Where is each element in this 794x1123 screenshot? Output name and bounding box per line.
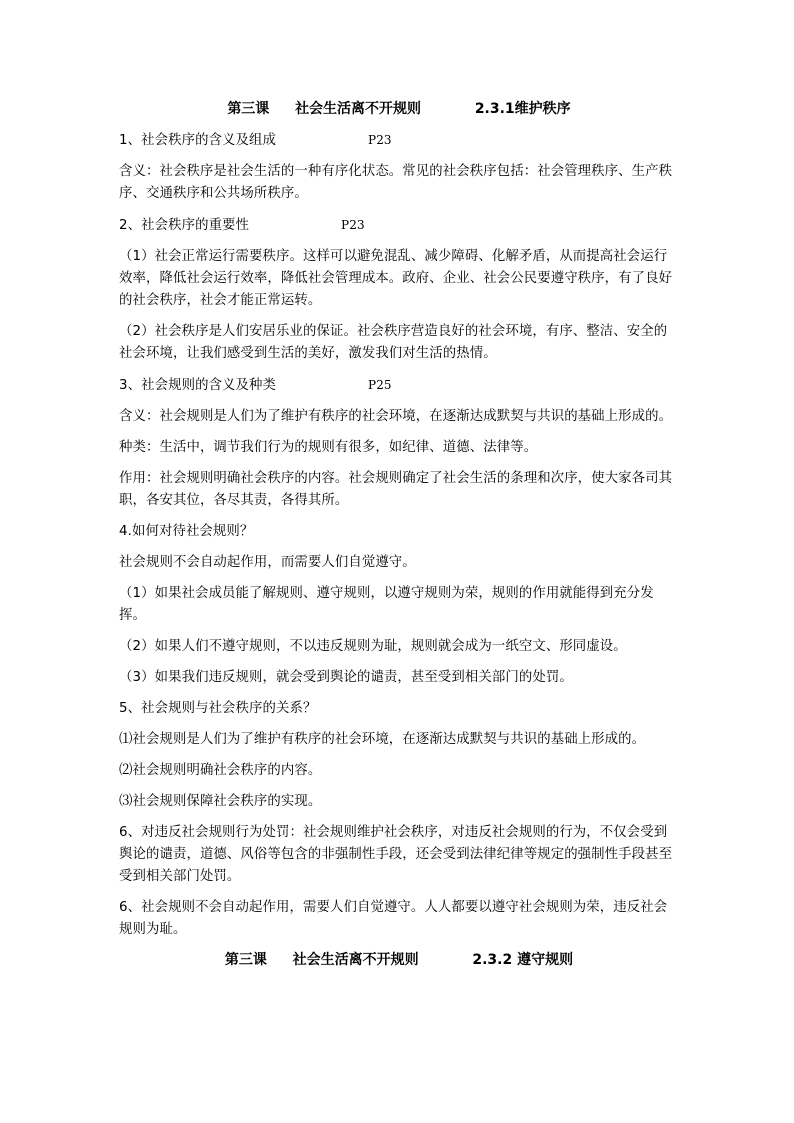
page-reference: P25 xyxy=(368,378,392,392)
heading-text: 1、社会秩序的含义及组成 xyxy=(119,133,277,148)
document-body xyxy=(119,99,679,980)
paragraph: 种类：生活中，调节我们行为的规则有很多，如纪律、道德、法律等。 xyxy=(119,440,538,455)
section-heading-4: 4.如何对待社会规则？ xyxy=(119,524,254,539)
section-heading-1 xyxy=(119,129,679,152)
paragraph: 含义：社会秩序是社会生活的一种有序化状态。常见的社会秩序包括：社会管理秩序、生产秩序、交通秩序和公共场所秩序。 xyxy=(119,164,673,201)
lesson-number: 第三课 xyxy=(224,952,267,968)
paragraph: ⑵社会规则明确社会秩序的内容。 xyxy=(119,763,322,778)
paragraph: ⑶社会规则保障社会秩序的实现。 xyxy=(119,794,322,809)
section-number: 2.3.2 遵守规则 xyxy=(472,952,574,968)
lesson-topic: 社会生活离不开规则 xyxy=(295,101,422,117)
lesson-number: 第三课 xyxy=(227,101,270,117)
paragraph: （3）如果我们违反规则，就会受到舆论的谴责，甚至受到相关部门的处罚。 xyxy=(119,670,573,685)
paragraph: ⑴社会规则是人们为了维护有秩序的社会环境，在逐渐达成默契与共识的基础上形成的。 xyxy=(119,732,646,747)
paragraph: 作用：社会规则明确社会秩序的内容。社会规则确定了社会生活的条理和次序，使大家各司其职，各安其位，各尽其责，各得其所。 xyxy=(119,471,673,508)
section-heading-2 xyxy=(119,214,679,237)
paragraph: 6、对违反社会规则行为处罚：社会规则维护社会秩序，对违反社会规则的行为，不仅会受到舆论的谴责，道德、风俗等包含的非强制性手段，还会受到法律纪律等规定的强制性手段甚至受到相关部门处罚。 xyxy=(119,825,673,884)
paragraph: 社会规则不会自动起作用，而需要人们自觉遵守。 xyxy=(119,555,416,570)
heading-text: 2、社会秩序的重要性 xyxy=(119,218,250,233)
lesson-topic: 社会生活离不开规则 xyxy=(292,952,419,968)
page-reference: P23 xyxy=(368,133,392,147)
heading-text: 3、社会规则的含义及种类 xyxy=(119,378,277,393)
section-heading-5: 5、社会规则与社会秩序的关系？ xyxy=(119,701,317,716)
paragraph: 含义：社会规则是人们为了维护有秩序的社会环境，在逐渐达成默契与共识的基础上形成的。 xyxy=(119,409,673,424)
section-heading-3 xyxy=(119,374,679,397)
next-section-title xyxy=(119,950,679,970)
paragraph: （1）社会正常运行需要秩序。这样可以避免混乱、减少障碍、化解矛盾，从而提高社会运行效率，降低社会运行效率，降低社会管理成本。政府、企业、社会公民要遵守秩序，有了良好的社会秩序，社会才能正常运转。 xyxy=(119,249,673,308)
paragraph: （2）社会秩序是人们安居乐业的保证。社会秩序营造良好的社会环境，有序、整洁、安全的社会环境，让我们感受到生活的美好，激发我们对生活的热情。 xyxy=(119,324,668,361)
page-title xyxy=(119,99,679,119)
paragraph: （1）如果社会成员能了解规则、遵守规则，以遵守规则为荣，规则的作用就能得到充分发挥。 xyxy=(119,586,654,623)
section-number: 2.3.1维护秩序 xyxy=(474,101,571,117)
page-reference: P23 xyxy=(341,218,365,232)
paragraph: 6、社会规则不会自动起作用，需要人们自觉遵守。人人都要以遵守社会规则为荣，违反社会规则为耻。 xyxy=(119,900,668,937)
paragraph: （2）如果人们不遵守规则，不以违反规则为耻，规则就会成为一纸空文、形同虚设。 xyxy=(119,639,627,654)
